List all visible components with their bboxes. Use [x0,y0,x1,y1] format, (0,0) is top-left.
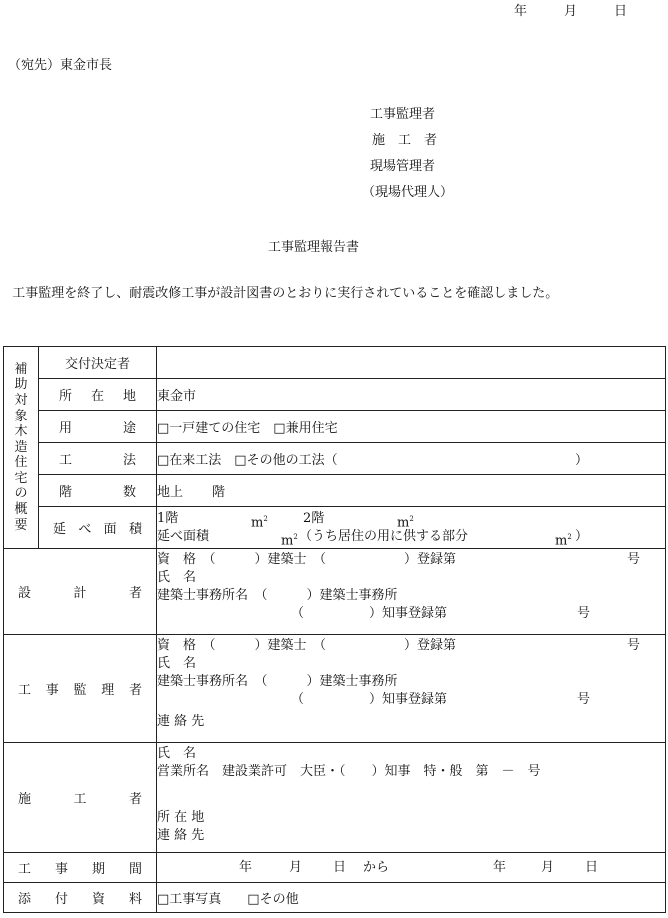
recipient-label: 交付決定者 [39,347,157,379]
floors-label: 階 数 [39,475,157,507]
signatory-contractor: 施 工 者 [372,133,438,148]
area-label: 延 べ 面 積 [39,507,157,549]
overview-group-label: 補 助 対 象 木 造 住 宅 の 概 要 [4,347,39,549]
date-day: 日 [614,4,628,19]
attachments-label: 添 付 資 料 [4,883,157,913]
signatory-site-manager: 現場管理者 [370,159,436,174]
row-floors [4,475,666,507]
intro-text: 工事監理を終了し、耐震改修工事が設計図書のとおりに実行されていることを確認しました。 [12,286,559,301]
intro-paragraph [4,286,664,302]
method-label: 工 法 [39,443,157,475]
supervisor-label: 工 事 監 理 者 [4,635,157,743]
attachments-field[interactable]: □工事写真 □その他 [157,883,666,913]
row-designer [4,549,666,635]
designer-field[interactable]: 資 格 （ ）建築士 （ ）登録第 号 氏 名 建築士事務所名 （ ）建築士事務所 （ ）知事登録第 号 [157,549,666,635]
row-use [4,411,666,443]
report-form [3,346,666,913]
row-recipient [4,347,666,379]
date-year: 年 [514,4,528,19]
row-supervisor [4,635,666,743]
use-label: 用 途 [39,411,157,443]
signatory-site-agent: （現場代理人） [362,185,454,200]
method-field[interactable]: □在来工法 □その他の工法（ ） [157,443,666,475]
location-label: 所 在 地 [39,379,157,411]
document-title: 工事監理報告書 [268,240,360,255]
designer-label: 設 計 者 [4,549,157,635]
row-attachments [4,883,666,913]
row-location [4,379,666,411]
floors-field[interactable]: 地上 階 [157,475,666,507]
contractor-label: 施 工 者 [4,743,157,853]
supervisor-field[interactable]: 資 格 （ ）建築士 （ ）登録第 号 氏 名 建築士事務所名 （ ）建築士事務所 （ ）知事登録第 号 連 絡 先 [157,635,666,743]
contractor-field[interactable]: 氏 名 営業所名 建設業許可 大臣・（ ）知事 特・般 第 － 号 所 在 地 連 絡 先 [157,743,666,853]
period-field[interactable]: 年 月 日 から 年 月 日 [157,853,666,883]
use-field[interactable]: □一戸建ての住宅 □兼用住宅 [157,411,666,443]
recipient-field[interactable] [157,347,666,379]
row-method [4,443,666,475]
location-field[interactable]: 東金市 [157,379,666,411]
row-area [4,507,666,549]
signatory-supervisor: 工事監理者 [370,107,436,122]
date-month: 月 [564,4,578,19]
area-field[interactable]: 1階 $m^2$ 2階 $m^2$ 延べ面積 $m^2$ （うち居住の用に供する部分 $m^2$ ） [157,507,666,549]
period-label: 工 事 期 間 [4,853,157,883]
row-contractor [4,743,666,853]
addressee: （宛先）東金市長 [8,58,113,73]
row-period [4,853,666,883]
